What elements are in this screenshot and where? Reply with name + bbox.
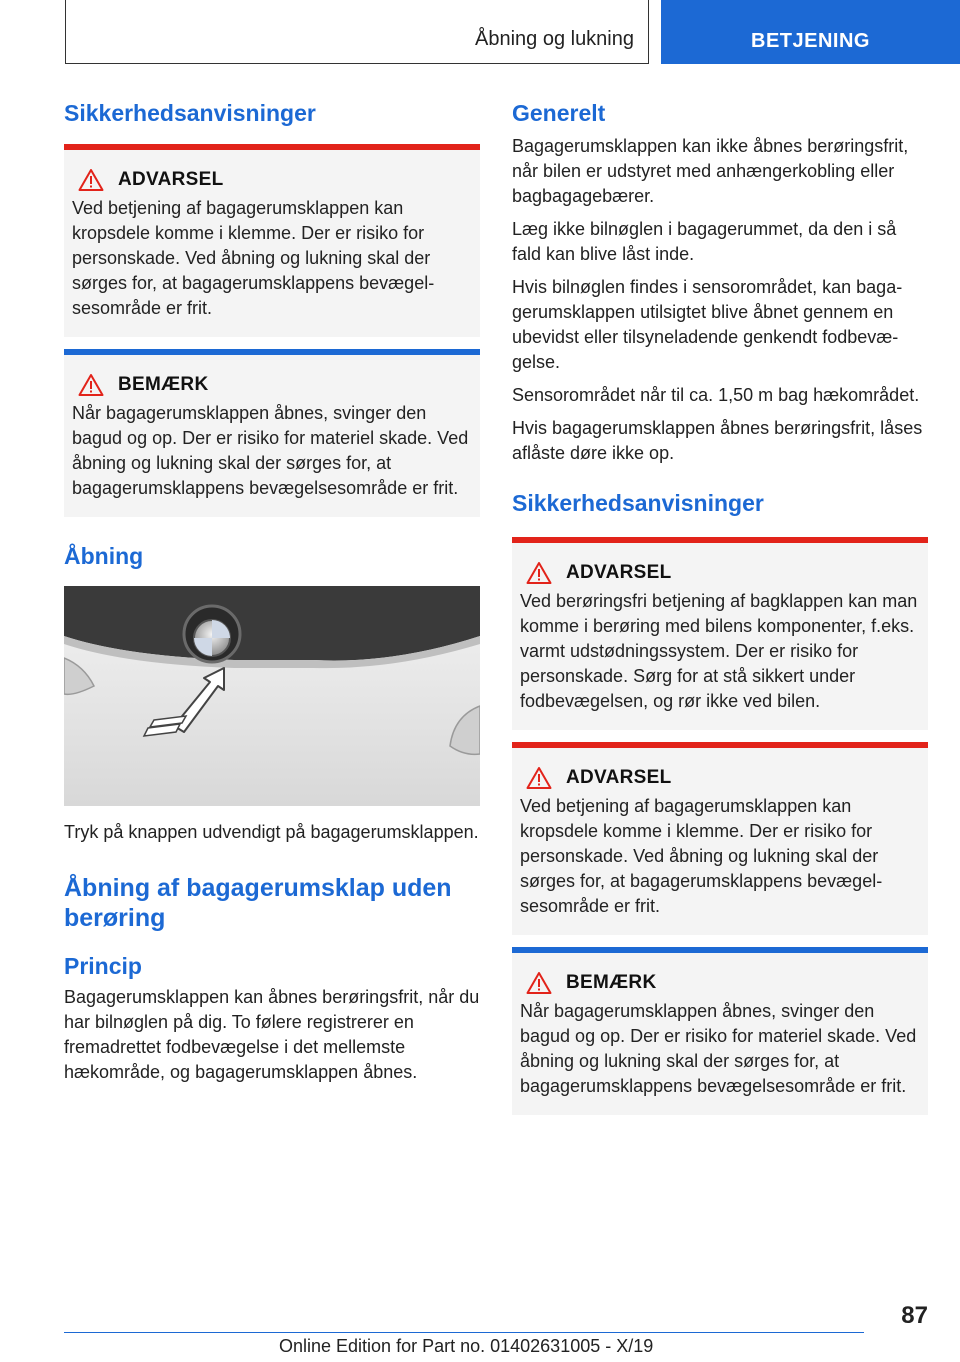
chapter-label: BETJENING — [751, 30, 870, 52]
warning-title: ADVARSEL — [118, 168, 224, 190]
tailgate-button-photo — [64, 586, 480, 806]
warning-box-2 — [512, 537, 928, 730]
principle-heading: Princip — [64, 953, 142, 980]
warning-header — [520, 561, 920, 585]
note-box-1 — [64, 349, 480, 517]
warning-text: Ved betjening af bagagerumsklappen kan kropsdele komme i klemme. Der er risiko for personskade. Ved åbning og lukning skal der sørges for, at bagagerumsklappens bevægelsesområde er frit. — [520, 796, 883, 917]
warning-triangle-icon — [526, 561, 552, 585]
note-header — [520, 971, 920, 995]
page-number: 87 — [901, 1302, 928, 1329]
warning-header — [520, 766, 920, 790]
warning-box-3 — [512, 742, 928, 935]
warning-triangle-icon — [78, 168, 104, 192]
note-title: BEMÆRK — [118, 373, 209, 395]
safety-heading-right: Sikkerhedsanvisninger — [512, 489, 764, 516]
warning-text: Ved betjening af bagagerumsklappen kan kropsdele komme i klemme. Der er risiko for personskade. Ved åbning og lukning skal der sørges for, at bagagerumsklappens bevægelsesområde er frit. — [72, 197, 435, 318]
safety-heading-left: Sikkerhedsanvisninger — [64, 100, 316, 126]
edition-text: Online Edition for Part no. 01402631005 - X/19 — [279, 1336, 654, 1356]
warning-triangle-icon — [526, 766, 552, 790]
note-text: Når bagagerumsklappen åbnes, svinger den bagud og op. Der er risiko for materiel skade. Ved åbning og lukning skal der sørges for, at bagagerumsklappens bevægelsesområde er frit. — [520, 1001, 917, 1097]
caution-triangle-icon — [526, 971, 552, 995]
principle-text: Bagagerumsklappen kan åbnes berøringsfrit, når du har bilnøglen på dig. To følere registrerer en fremadrettet fodbevægelse i det mellemste hækområde, og bagagerumsklappen åbnes. — [64, 986, 480, 1082]
chapter-tab[interactable] — [661, 0, 960, 64]
general-paragraph: Læg ikke bilnøglen i bagagerummet, da den i så fald kan blive låst inde. — [512, 218, 897, 264]
warning-header — [72, 168, 472, 192]
opening-heading: Åbning — [64, 542, 144, 569]
photo-caption: Tryk på knappen udvendigt på bagagerumsklappen. — [64, 822, 479, 843]
general-paragraph: Sensorområdet når til ca. 1,50 m bag hækområdet. — [512, 384, 920, 405]
tailgate-illustration — [64, 586, 480, 806]
warning-title: ADVARSEL — [566, 562, 672, 584]
warning-text: Ved berøringsfri betjening af bagklappen kan man komme i berøring med bilens komponenter, f.eks. varmt udstødningssystem. Der er risiko for personskade. Sørg for at stå sikkert under fodbevægelsen, og rør ikke ved bilen. — [520, 591, 918, 712]
left-column — [64, 100, 480, 1093]
footer-divider — [64, 1332, 864, 1333]
general-paragraph: Bagagerumsklappen kan ikke åbnes berøringsfrit, når bilen er udstyret med anhængerkobling eller bagbagagebærer. — [512, 135, 909, 206]
caution-triangle-icon — [78, 373, 104, 397]
general-paragraph: Hvis bagagerumsklappen åbnes berøringsfrit, låses aflåste døre ikke op. — [512, 417, 923, 463]
header-frame — [65, 0, 649, 64]
warning-title: ADVARSEL — [566, 767, 672, 789]
note-title: BEMÆRK — [566, 972, 657, 994]
general-paragraph: Hvis bilnøglen findes i sensorområdet, kan bagagerumsklappen utilsigtet blive åbnet gennem en ubevidst eller tilsyneladende genkendt fodbevægelse. — [512, 276, 903, 372]
note-text: Når bagagerumsklappen åbnes, svinger den bagud og op. Der er risiko for materiel skade. Ved åbning og lukning skal der sørges for, at bagagerumsklappens bevægelsesområde er frit. — [72, 402, 469, 498]
section-title: Åbning og lukning — [474, 28, 634, 50]
note-box-2 — [512, 947, 928, 1115]
right-column — [512, 100, 928, 1127]
note-header — [72, 373, 472, 397]
general-heading: Generelt — [512, 100, 606, 126]
warning-box-1 — [64, 144, 480, 337]
touchless-heading: Åbning af bagagerumsklap uden berøring — [64, 874, 452, 933]
